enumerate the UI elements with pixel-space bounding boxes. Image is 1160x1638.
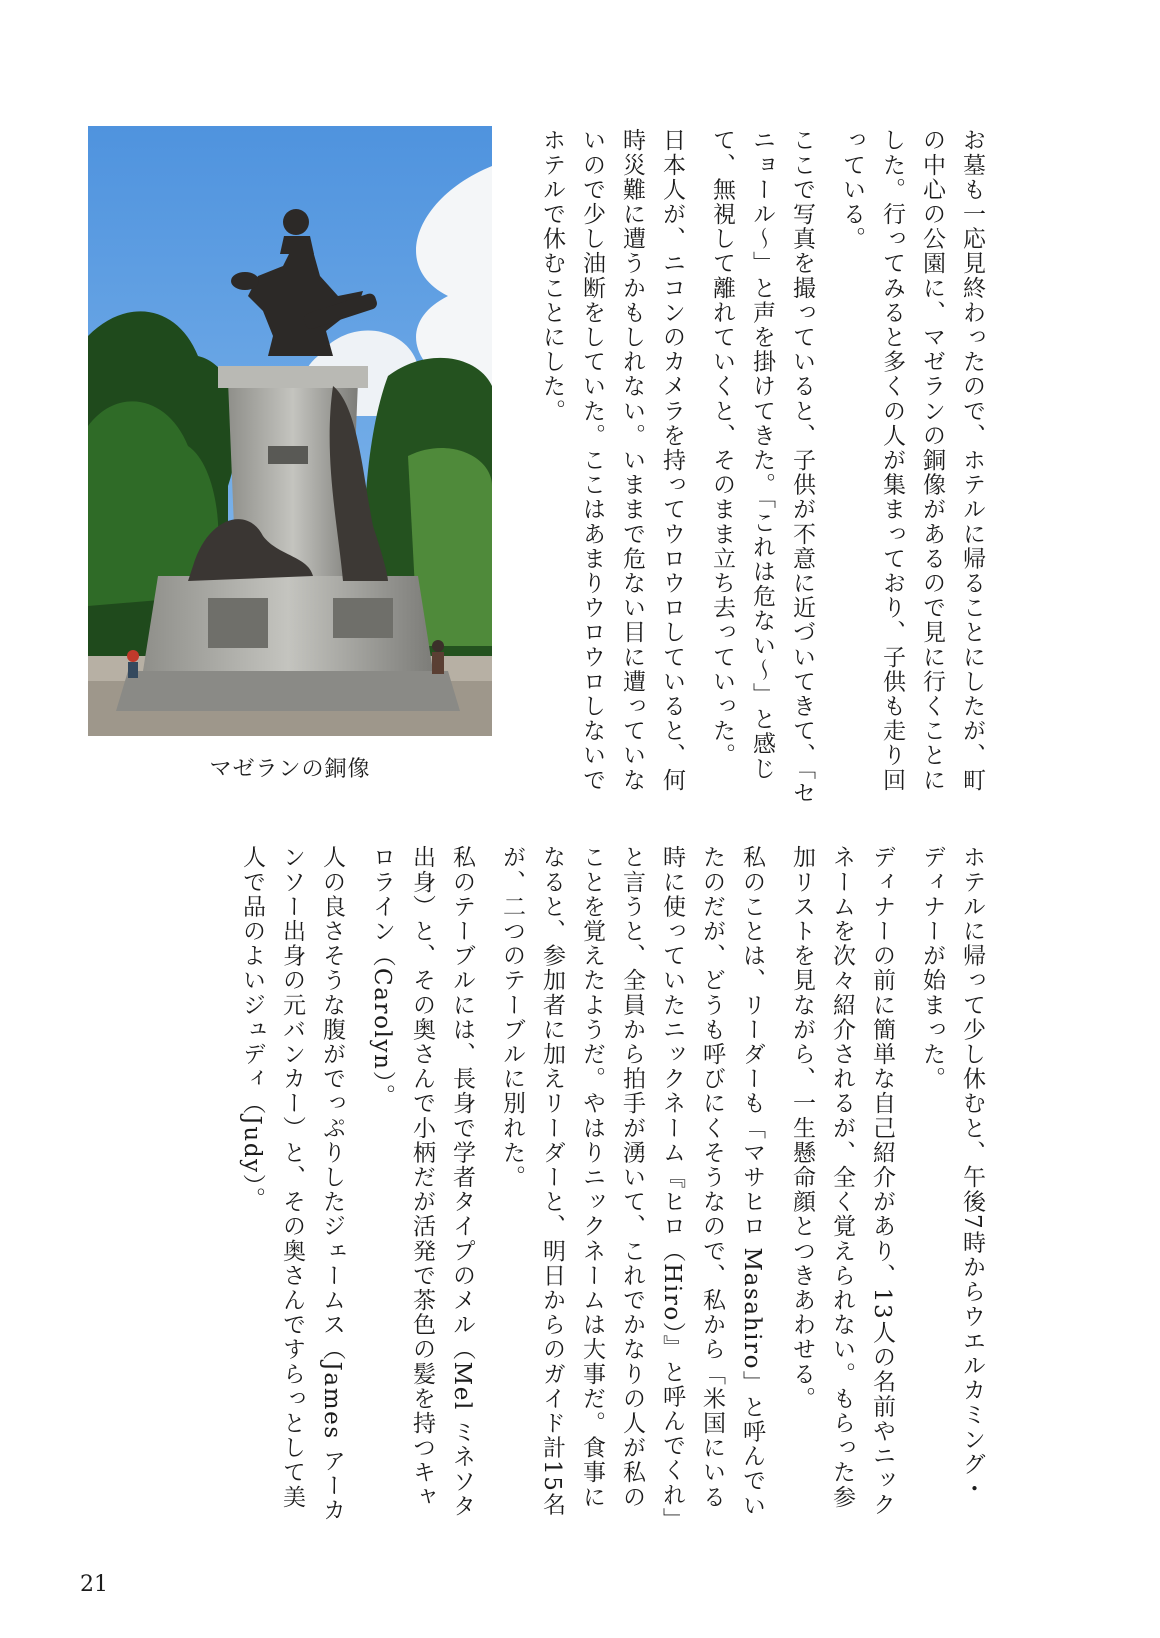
text-block-top (532, 128, 992, 808)
magellan-statue-photo (88, 126, 492, 736)
text-block-bottom (132, 845, 992, 1525)
paragraph: ディナーの前に簡単な自己紹介があり、13人の名前やニックネームを次々紹介されるが、全く覚えられない。もらった参加リストを見ながら、一生懸命顔とつきあわせる。 (789, 845, 895, 1518)
paragraph: お墓も一応見終わったので、ホテルに帰ることにしたが、町の中心の公園に、マゼランの銅像があるので見に行くことにした。行ってみると多くの人が集まっており、子供も走り回っている。 (839, 128, 985, 793)
paragraph: 私のテーブルには、長身で学者タイプのメル（Mel ミネソタ出身）と、その奥さんで小柄だが活発で茶色の髪を持つキャロライン（Carolyn）。 (369, 845, 475, 1519)
page-number: 21 (80, 1572, 108, 1597)
paragraph: 日本人が、ニコンのカメラを持ってウロウロしていると、何時災難に遭うかもしれない。いままで危ない目に遭っていないので少し油断をしていた。ここはあまりウロウロしないでホテルで休むことにした。 (539, 128, 685, 793)
paragraph: 人の良さそうな腹がでっぷりしたジェームス（James アーカンソー出身の元バンカー）と、その奥さんですらっとして美人で品のよいジュディ（Judy）。 (239, 845, 345, 1523)
paragraph: ホテルに帰って少し休むと、午後7時からウエルカミング・ディナーが始まった。 (919, 845, 985, 1501)
paragraph: 私のことは、リーダーも「マサヒロ Masahiro」と呼んでいたのだが、どうも呼びにくそうなので、私から「米国にいる時に使っていたニックネーム『ヒロ（Hiro）』と呼んでくれ」と言うと、全員から拍手が湧いて、これでかなりの人が私のことを覚えたようだ。やはりニックネームは大事だ。食事になると、参加者に加えリーダーと、明日からのガイド計15名が、二つのテーブルに別れた。 (499, 845, 765, 1521)
photo-caption: マゼランの銅像 (209, 757, 371, 782)
paragraph: ここで写真を撮っていると、子供が不意に近づいてきて、「セニョール〜」と声を掛けてきた。「これは危ない〜」と感じて、無視して離れていくと、そのまま立ち去っていった。 (709, 128, 815, 806)
